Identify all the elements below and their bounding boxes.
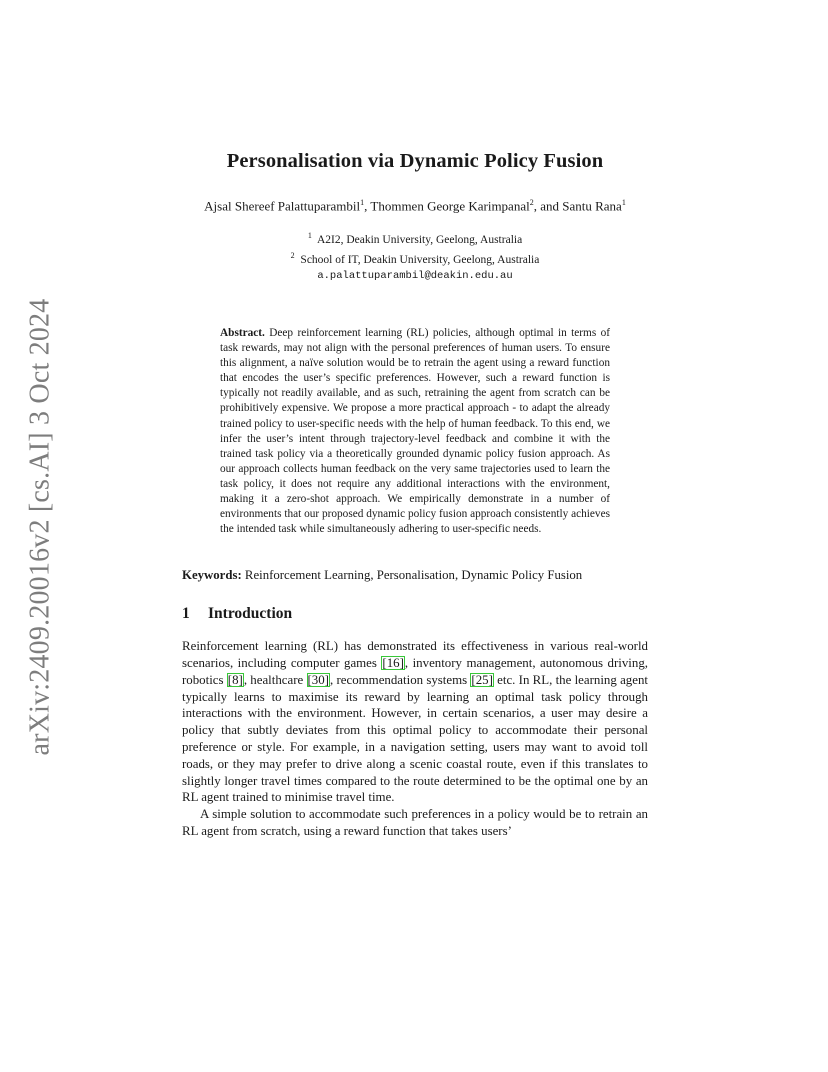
author-list	[192, 195, 638, 214]
arxiv-identifier-text: arXiv:2409.20016v2 [cs.AI] 3 Oct 2024	[24, 298, 56, 756]
paper-title: Personalisation via Dynamic Policy Fusion	[226, 150, 604, 172]
paragraph	[182, 638, 648, 806]
paragraph-text: A simple solution to accommodate such preferences in a policy would be to retrain an RL agent from scratch, using a reward function that takes users’	[182, 807, 648, 839]
citation-link[interactable]: [8]	[227, 672, 243, 687]
citation-link[interactable]: [30]	[307, 672, 329, 687]
author-name: Thommen George Karimpanal	[370, 198, 530, 214]
author-separator: ,	[364, 198, 371, 214]
affiliation-line	[182, 228, 648, 248]
contact-email[interactable]: a.palattuparambil@deakin.edu.au	[317, 269, 513, 282]
affiliation-text: School of IT, Deakin University, Geelong, Australia	[300, 253, 540, 266]
author-affiliation-mark: 1	[360, 198, 365, 207]
affiliation-text: A2I2, Deakin University, Geelong, Australia	[316, 234, 523, 247]
author-separator: , and	[533, 198, 563, 214]
author-name: Santu Rana	[562, 198, 622, 214]
affiliation-line	[182, 248, 648, 268]
abstract-label: Abstract.	[220, 326, 265, 339]
affiliation-mark: 2	[290, 251, 295, 261]
affiliation-mark: 1	[307, 231, 312, 241]
citation-link[interactable]: [25]	[471, 672, 493, 687]
section-number: 1	[182, 605, 190, 623]
author-affiliation-mark: 1	[621, 198, 626, 207]
paragraph-text: , healthcare	[243, 672, 307, 687]
citation-link[interactable]: [16]	[382, 656, 404, 671]
abstract	[220, 326, 610, 537]
affiliation-line	[182, 268, 648, 284]
keywords-label: Keywords:	[182, 568, 242, 583]
author-name: Ajsal Shereef Palattuparambil	[204, 198, 361, 214]
paragraph	[182, 806, 648, 840]
section-title: Introduction	[208, 605, 293, 623]
affiliations	[182, 228, 648, 284]
keywords-text: Reinforcement Learning, Personalisation, Dynamic Policy Fusion	[244, 568, 583, 583]
author-affiliation-mark: 2	[529, 198, 534, 207]
arxiv-identifier-stamp	[12, 298, 68, 756]
paper-page	[182, 150, 648, 840]
paragraph-text: etc. In RL, the learning agent typically learns to maximise its reward by learning an optimal task policy through interactions with the environment. However, in certain scenarios, a user may desire a policy that subtly deviates from this optimal policy to accommodate their personal preference or style. For example, in a navigation setting, users may want to avoid toll roads, or they may prefer to drive along a scenic coastal route, even if this translates to slightly longer travel times compared to the route determined to be the optimal one by an RL agent trained to minimise travel time.	[182, 672, 648, 805]
keywords	[182, 567, 648, 583]
abstract-text: Deep reinforcement learning (RL) policies, although optimal in terms of task rewards, may not align with the personal preferences of human users. To ensure this alignment, a naïve solution would be to retrain the agent using a reward function that encodes the user’s specific preferences. However, such a reward function is typically not readily available, and as such, retraining the agent from scratch can be prohibitively expensive. We propose a more practical approach - to adapt the already trained policy to user-specific needs with the help of human feedback. To this end, we infer the user’s intent through trajectory-level feedback and combine it with the trained task policy via a theoretically grounded dynamic policy fusion approach. As our approach collects human feedback on the very same trajectories used to learn the task policy, it does not require any additional interactions with the environment, making it a zero-shot approach. We empirically demonstrate in a number of environments that our proposed dynamic policy fusion approach consistently achieves the intended task while simultaneously adhering to user-specific needs.	[220, 326, 610, 536]
paragraph-text: , inventory management, autonomous driving, robotics	[182, 656, 648, 687]
introduction-body	[182, 638, 648, 840]
paragraph-text: , recommendation systems	[329, 672, 471, 687]
paragraph-text: Reinforcement learning (RL) has demonstrated its effectiveness in various real-world scenarios, including computer games	[182, 639, 648, 671]
section-heading	[182, 605, 648, 623]
